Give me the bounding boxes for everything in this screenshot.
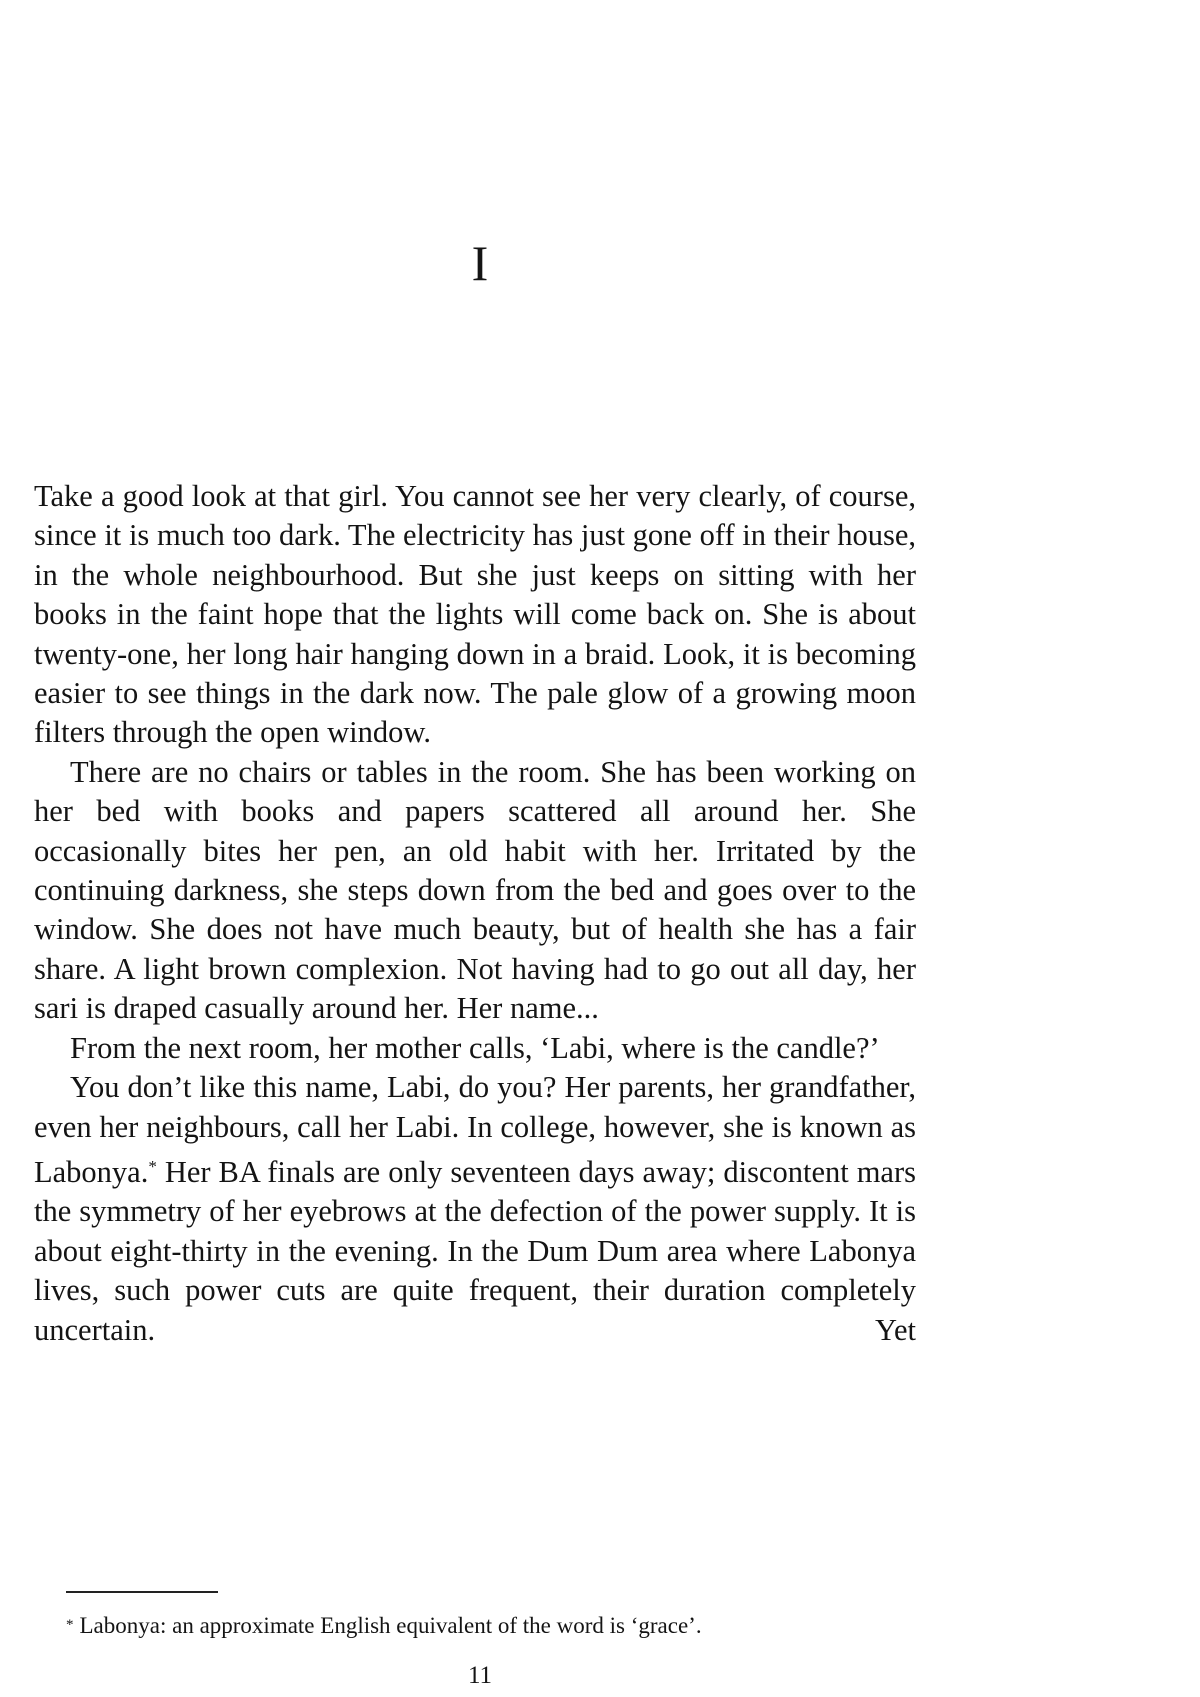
paragraph-4-text-before: You don’t like this name, Labi, do you? Her parents, her grandfather, even her neighbours, call her Labi. In college, however, she is known as Labonya. — [34, 1070, 916, 1189]
paragraph-1: Take a good look at that girl. You cannot see her very clearly, of course, since it is much too dark. The electricity has just gone off in their house, in the whole neighbourhood. But she just keeps on sitting with her books in the faint hope that the lights will come back on. She is about twenty-one, her long hair hanging down in a braid. Look, it is becoming easier to see things in the dark now. The pale glow of a growing moon filters through the open window. — [34, 479, 916, 750]
paragraph-4-text-after: Her BA finals are only seventeen days away; discontent mars the symmetry of her eyebrows at the defection of the power supply. It is about eight-thirty in the evening. In the Dum Dum area where Labonya lives, such power cuts are quite frequent, their duration completely uncertain. Yet — [34, 1154, 916, 1347]
paragraph-4 — [34, 1068, 916, 1350]
footnote — [66, 1611, 926, 1640]
paragraph-2: There are no chairs or tables in the room. She has been working on her bed with books and papers scattered all around her. She occasionally bites her pen, an old habit with her. Irritated by the continuing darkness, she steps down from the bed and goes over to the window. She does not have much beauty, but of health she has a fair share. A light brown complexion. Not having had to go out all day, her sari is draped casually around her. Her name... — [34, 754, 916, 1026]
footnote-divider — [66, 1591, 218, 1593]
footnote-marker: * — [66, 1617, 74, 1633]
footnote-text: Labonya: an approximate English equivalent of the word is ‘grace’. — [79, 1613, 702, 1638]
footnote-reference-marker: * — [148, 1156, 157, 1176]
body-text — [34, 477, 916, 1350]
page-number: 11 — [467, 1662, 493, 1689]
paragraph-3: From the next room, her mother calls, ‘Labi, where is the candle?’ — [70, 1030, 880, 1065]
chapter-number: I — [471, 235, 489, 291]
